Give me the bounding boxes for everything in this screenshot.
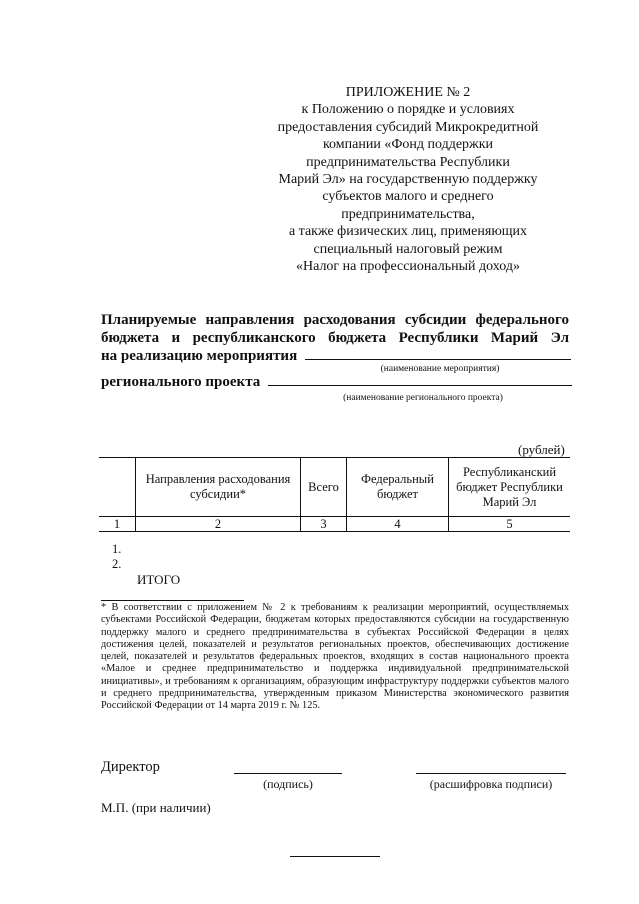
project-name-field[interactable]	[268, 385, 572, 386]
signature-decode-line[interactable]	[416, 773, 566, 774]
footnote-text: * В соответствии с приложением № 2 к требованиям к реализации мероприятий, осуществляемых субъектами Российской Федерации, бюджетам которых предоставляются субсидии на государственную поддержку малого и среднего предпринимательства в субъектах Российской Федерации в целях достижения целей, показателей и результатов региональных проектов, обеспечивающих достижение целей, показателей и результатов федеральных проектов, входящих в состав национального проекта «Малое и среднее предпринимательство и поддержка индивидуальной предпринимательской инициативы», и требованиям к организациям, образующим инфраструктуру поддержки субъектов малого и среднего предпринимательства, утвержденным приказом Министерства экономического развития Российской Федерации от 14 марта 2019 г. № 125.	[101, 602, 569, 712]
appendix-line: предпринимательства,	[341, 206, 475, 222]
project-caption: (наименование регионального проекта)	[343, 393, 503, 403]
event-name-field[interactable]	[305, 359, 571, 360]
appendix-line: ПРИЛОЖЕНИЕ № 2	[345, 85, 471, 100]
bottom-divider	[290, 856, 380, 857]
number-cell: 3	[301, 517, 347, 532]
title-line-4-row	[101, 374, 569, 391]
document-title	[101, 311, 569, 365]
title-line-3: на реализацию мероприятия	[101, 348, 298, 364]
appendix-line: к Положению о порядке и условиях	[301, 102, 515, 118]
number-cell: 1	[99, 517, 136, 532]
list-item: 1.	[112, 542, 122, 556]
appendix-line: Марий Эл» на государственную поддержку	[278, 172, 538, 188]
appendix-line: компании «Фонд поддержки	[322, 137, 494, 153]
header-cell-republic: Республиканский бюджет Республики Марий Эл	[449, 458, 571, 517]
event-caption: (наименование мероприятия)	[380, 364, 500, 374]
table-number-row	[99, 517, 570, 532]
appendix-line: предпринимательства Республики	[306, 154, 510, 170]
appendix-line: специальный налоговый режим	[313, 241, 503, 257]
appendix-line: предоставления субсидий Микрокредитной	[277, 119, 539, 135]
title-line-2: бюджета и республиканского бюджета Республики Марий Эл	[101, 330, 569, 346]
header-cell-federal: Федеральный бюджет	[347, 458, 449, 517]
budget-table	[99, 457, 570, 532]
title-line-1: Планируемые направления расходования субсидии федерального	[101, 312, 569, 328]
signature-line[interactable]	[234, 773, 342, 774]
signer-role: Директор	[101, 759, 160, 775]
appendix-line: субъектов малого и среднего	[322, 189, 494, 205]
header-cell-index	[99, 458, 136, 517]
number-cell: 4	[347, 517, 449, 532]
footnote-divider	[101, 600, 244, 601]
header-cell-total: Всего	[301, 458, 347, 517]
signature-decode-caption: (расшифровка подписи)	[429, 777, 553, 791]
header-cell-direction: Направления расходования субсидии*	[136, 458, 301, 517]
row-list	[112, 542, 121, 572]
unit-label: (рублей)	[518, 442, 565, 457]
appendix-line: а также физических лиц, применяющих	[288, 224, 528, 240]
total-label: ИТОГО	[137, 572, 181, 587]
number-cell: 2	[136, 517, 301, 532]
appendix-line: «Налог на профессиональный доход»	[296, 259, 520, 275]
signature-caption: (подпись)	[263, 777, 313, 791]
stamp-label: М.П. (при наличии)	[101, 800, 211, 815]
list-item: 2.	[112, 557, 122, 571]
number-cell: 5	[449, 517, 571, 532]
appendix-header	[270, 84, 546, 275]
title-line-3-row	[101, 347, 569, 365]
table-header-row	[99, 458, 570, 517]
title-line-4: регионального проекта	[101, 374, 261, 390]
